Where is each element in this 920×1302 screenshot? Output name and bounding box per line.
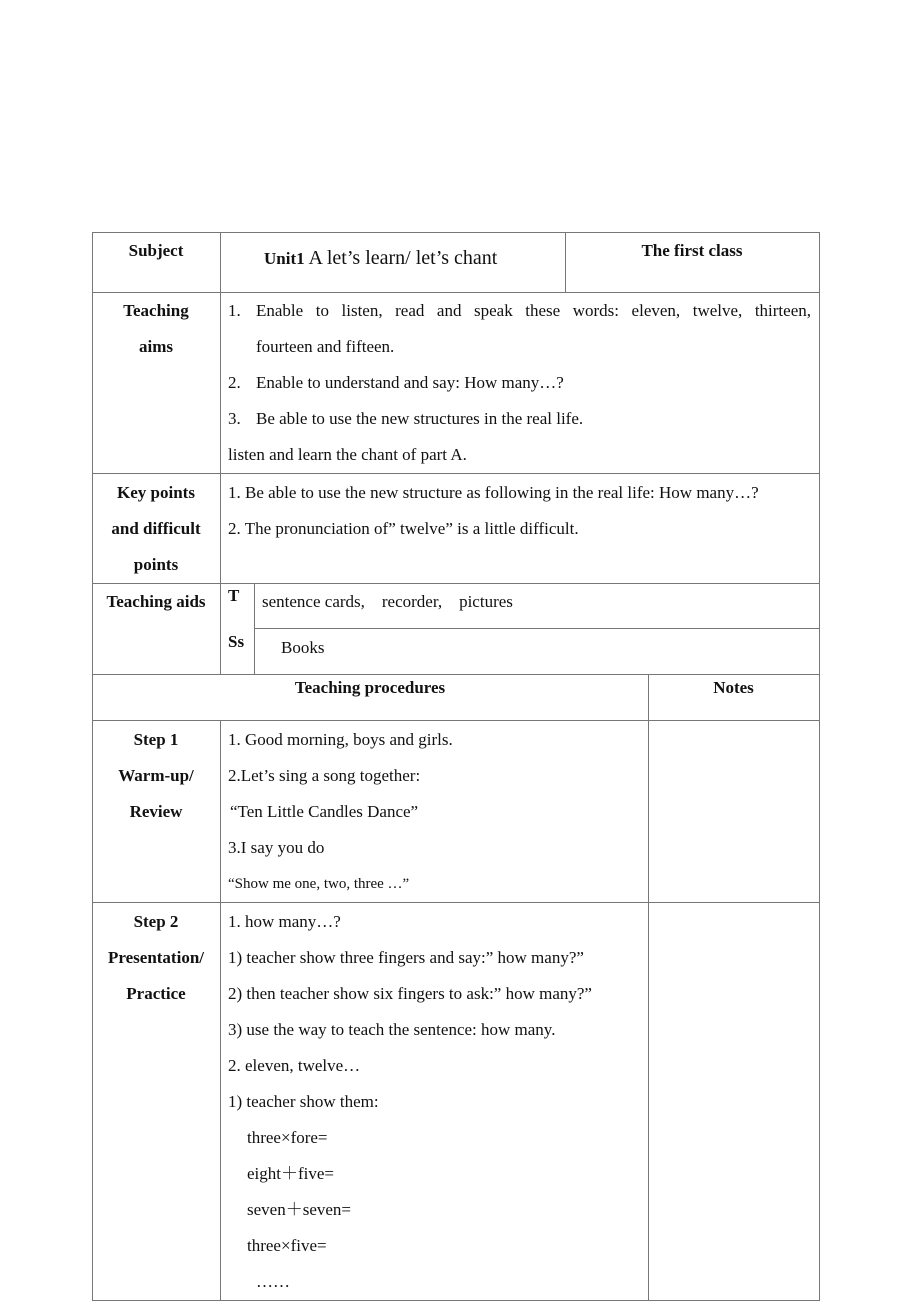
step2-line: 1) teacher show them: [228,1092,379,1111]
song-title: “Ten Little Candles Dance” [230,802,419,821]
table-rule [92,473,820,474]
step2-label-line: Presentation/ [107,948,204,967]
step1-line: 1. Good morning, boys and girls. [228,730,453,749]
step1-label-line: Review [129,802,183,821]
step2-line: 3) use the way to teach the sentence: how many. [228,1020,556,1039]
step1-label [92,722,220,830]
notes-heading: Notes [713,678,754,697]
step2-label [92,904,220,1012]
table-rule [254,583,255,674]
key-points-label-line: and difficult [111,519,201,538]
class-label: The first class [641,241,743,260]
unit-title [264,240,497,277]
aim-number: 2. [228,373,241,392]
table-rule [254,628,820,629]
table-rule [92,902,820,903]
key-point-text: 1. Be able to use the new structure as following in the real life: How many…? [228,483,759,502]
step2-line: 1. how many…? [228,912,341,931]
step1-line: 3.I say you do [228,838,325,857]
table-border-right [819,232,820,1301]
teaching-procedures-heading: Teaching procedures [294,678,446,697]
step2-line: 2) then teacher show six fingers to ask:” how many?” [228,984,592,1003]
unit-title-text: A let’s learn/ let’s chant [304,247,498,269]
teaching-aims-label-line: Teaching [123,301,189,320]
aim-text: listen and learn the chant of part A. [228,445,467,464]
aim-text: fourteen and fifteen. [256,337,395,356]
aim-text: Enable to understand and say: How many…? [256,373,564,392]
step2-line: 1) teacher show three fingers and say:” how many?” [228,948,584,967]
key-point-text: 2. The pronunciation of” twelve” is a little difficult. [228,519,579,538]
teacher-aids-label: T [228,586,240,605]
aim-text: Be able to use the new structures in the real life. [256,409,584,428]
math-problem: three×fore= [247,1128,328,1147]
table-rule [220,720,221,1301]
aim-number: 3. [228,409,241,428]
ellipsis: …… [256,1272,290,1291]
teaching-aims-label-line: aims [139,337,173,356]
student-aids-value: Books [281,638,325,657]
aim-text: Enable to listen, read and speak these words: eleven, twelve, thirteen, [256,301,811,320]
step1-label-line: Warm-up/ [118,766,194,785]
table-rule [648,674,649,1301]
math-problem: seven＋seven= [247,1200,352,1219]
unit-title-bold: Unit1 [264,249,305,268]
teaching-aids-label: Teaching aids [106,592,206,611]
step2-label-line: Practice [126,984,186,1003]
step2-line: 2. eleven, twelve… [228,1056,361,1075]
key-points-label-line: Key points [117,483,195,502]
table-rule [92,720,820,721]
step1-small-line: “Show me one, two, three …” [228,876,410,892]
subject-label: Subject [128,241,184,260]
step2-label-line: Step 2 [133,912,179,931]
aim-number: 1. [228,301,241,320]
teacher-aids-value: sentence cards, recorder, pictures [262,592,513,611]
student-aids-label: Ss [228,632,245,651]
math-problem: three×five= [247,1236,327,1255]
table-border-bottom [92,1300,820,1301]
teaching-aims-label [92,293,220,365]
key-points-label [92,475,220,583]
math-problem: eight＋five= [247,1164,335,1183]
step1-line: 2.Let’s sing a song together: [228,766,421,785]
step1-label-line: Step 1 [133,730,179,749]
key-points-label-line: points [133,555,179,574]
